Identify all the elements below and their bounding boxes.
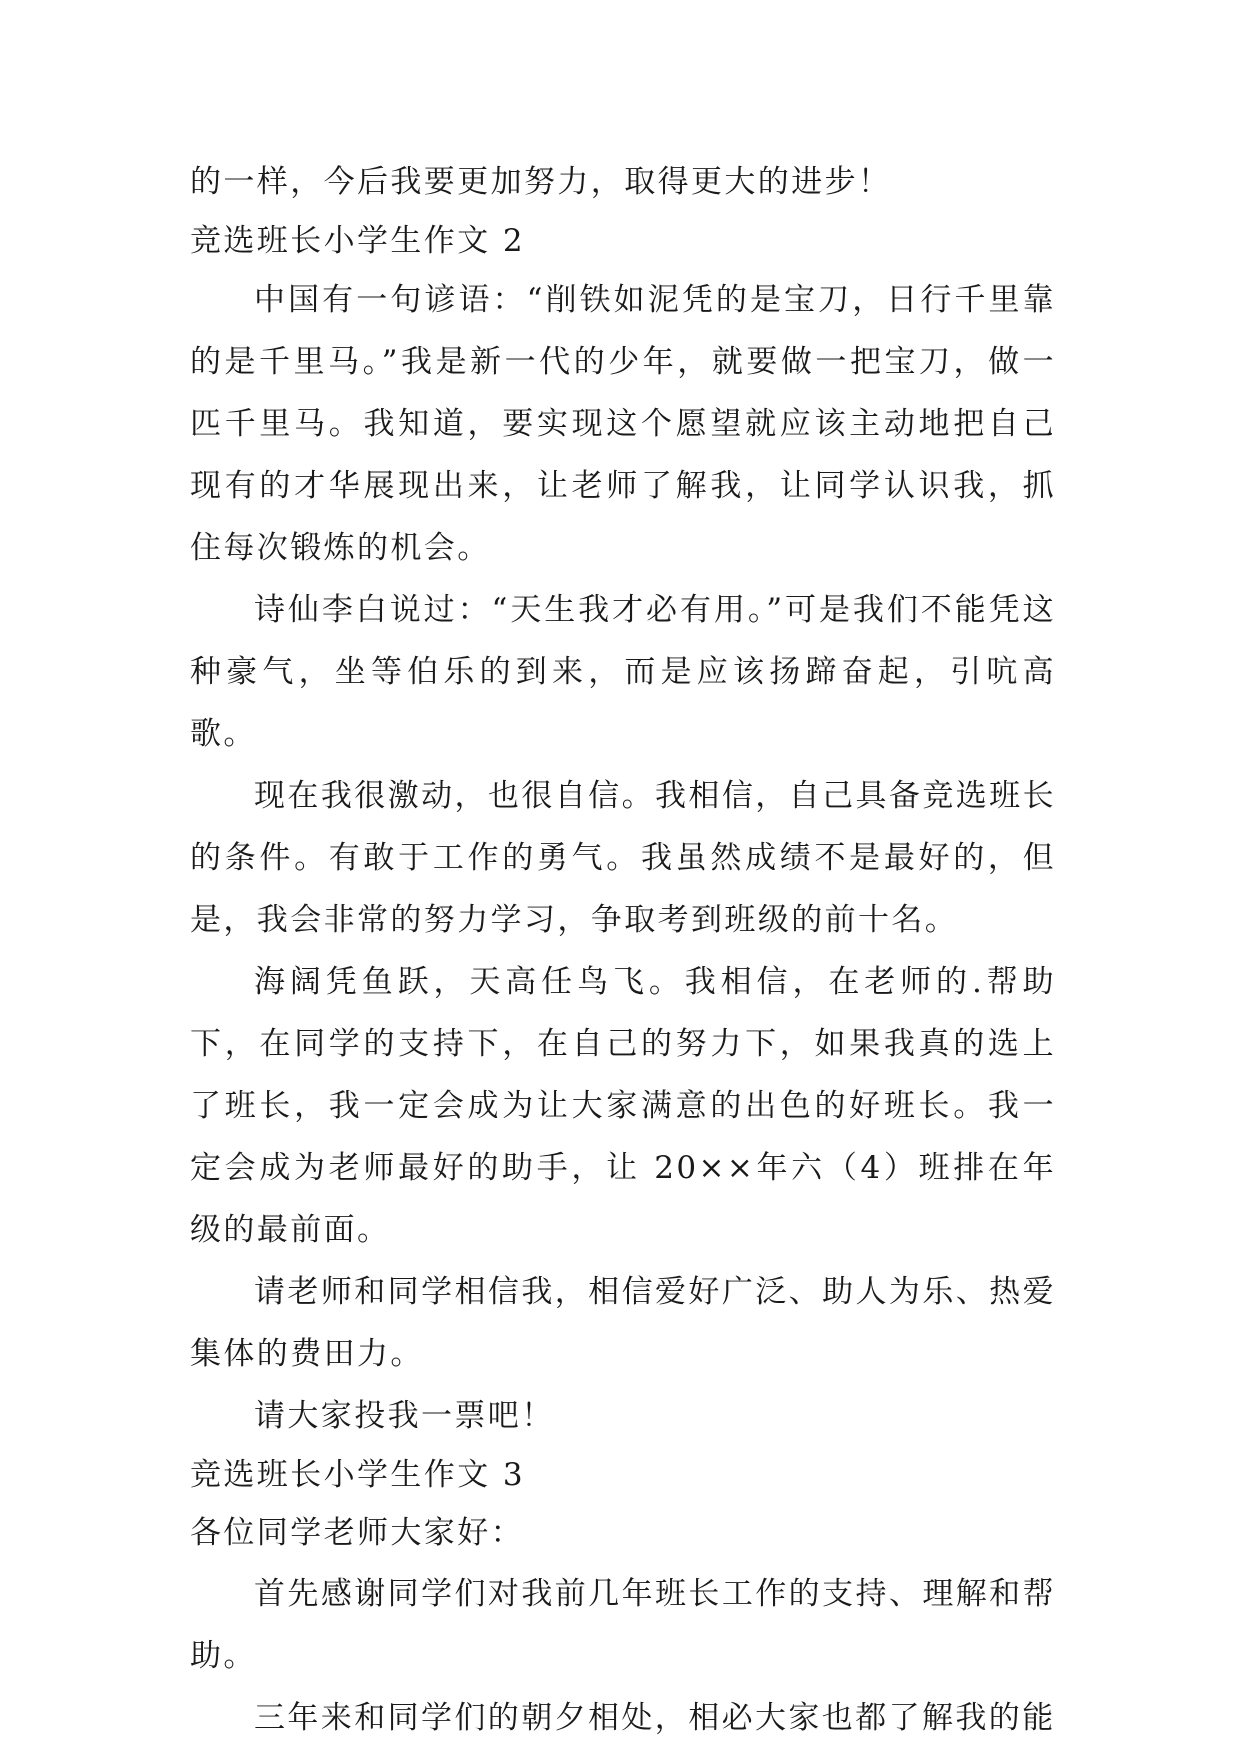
essay-3-paragraph-1: 首先感谢同学们对我前几年班长工作的支持、理解和帮助。 — [190, 1576, 1056, 1674]
essay-3-title: 竞选班长小学生作文 3 — [190, 1457, 525, 1493]
essay-3-greeting: 各位同学老师大家好： — [190, 1515, 524, 1551]
essay-2-paragraph-5: 请老师和同学相信我，相信爱好广泛、助人为乐、热爱集体的费田力。 — [190, 1274, 1056, 1372]
essay-2-paragraph-4: 海阔凭鱼跃，天高任鸟飞。我相信，在老师的.帮助下，在同学的支持下，在自己的努力下，如果我真的选上了班长，我一定会成为让大家满意的出色的好班长。我一定会成为老师最好的助手，让 20××年六（4）班排在年级的最前面。 — [190, 964, 1056, 1248]
essay-2-title: 竞选班长小学生作文 2 — [190, 223, 525, 259]
essay-2-paragraph-1: 中国有一句谚语：“削铁如泥凭的是宝刀，日行千里靠的是千里马。”我是新一代的少年，就要做一把宝刀，做一匹千里马。我知道，要实现这个愿望就应该主动地把自己现有的才华展现出来，让老师了解我，让同学认识我，抓住每次锻炼的机会。 — [190, 282, 1056, 566]
essay-2-paragraph-3: 现在我很激动，也很自信。我相信，自己具备竞选班长的条件。有敢于工作的勇气。我虽然成绩不是最好的，但是，我会非常的努力学习，争取考到班级的前十名。 — [190, 778, 1056, 938]
document-body — [190, 151, 1056, 1749]
essay-3-paragraph-2: 三年来和同学们的朝夕相处，相必大家也都了解我的能 — [254, 1700, 1056, 1736]
continuation-text: 的一样，今后我要更加努力，取得更大的进步！ — [190, 164, 892, 200]
essay-2-paragraph-2: 诗仙李白说过：“天生我才必有用。”可是我们不能凭这种豪气，坐等伯乐的到来，而是应该扬蹄奋起，引吭高歌。 — [190, 592, 1056, 752]
essay-2-paragraph-6: 请大家投我一票吧！ — [254, 1398, 555, 1434]
